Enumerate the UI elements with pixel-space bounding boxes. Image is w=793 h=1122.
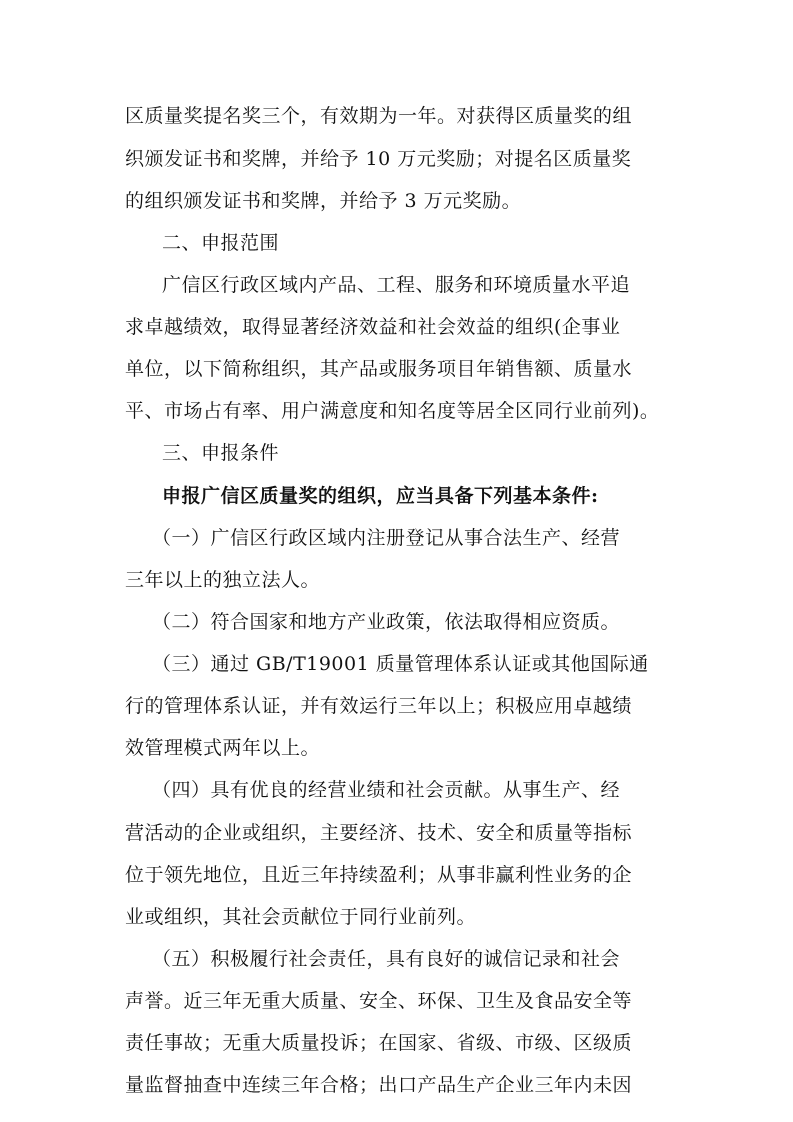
condition-item-4-cont: 业或组织，其社会贡献位于同行业前列。 [125,906,477,928]
condition-item-3-cont: 效管理模式两年以上。 [125,737,321,759]
condition-item-1: （一）广信区行政区域内注册登记从事合法生产、经营 [152,527,621,549]
condition-item-4-cont: 营活动的企业或组织，主要经济、技术、安全和质量等指标 [125,822,633,844]
condition-item-4-cont: 位于领先地位，且近三年持续盈利；从事非赢利性业务的企 [125,864,633,886]
section-heading-conditions: 三、申报条件 [162,442,280,464]
paragraph-line: 求卓越绩效，取得显著经济效益和社会效益的组织(企事业 [125,316,621,338]
condition-item-1-cont: 三年以上的独立法人。 [125,569,321,591]
paragraph-line: 的组织颁发证书和奖牌，并给予 3 万元奖励。 [125,190,522,212]
condition-item-2: （二）符合国家和地方产业政策，依法取得相应资质。 [152,611,621,633]
condition-item-3-cont: 行的管理体系认证，并有效运行三年以上；积极应用卓越绩 [125,695,633,717]
condition-item-5: （五）积极履行社会责任，具有良好的诚信记录和社会 [152,948,621,970]
paragraph-line: 区质量奖提名奖三个，有效期为一年。对获得区质量奖的组 [125,105,633,127]
paragraph-line: 单位，以下简称组织，其产品或服务项目年销售额、质量水 [125,358,633,380]
paragraph-line: 广信区行政区域内产品、工程、服务和环境质量水平追 [162,274,631,296]
condition-item-5-cont: 量监督抽查中连续三年合格；出口产品生产企业三年内未因 [125,1074,633,1096]
condition-item-4: （四）具有优良的经营业绩和社会贡献。从事生产、经 [152,779,621,801]
paragraph-line: 织颁发证书和奖牌，并给予 10 万元奖励；对提名区质量奖 [125,148,632,170]
section-heading-scope: 二、申报范围 [162,232,280,254]
condition-item-5-cont: 声誉。近三年无重大质量、安全、环保、卫生及食品安全等 [125,990,633,1012]
condition-item-3: （三）通过 GB/T19001 质量管理体系认证或其他国际通 [152,653,649,675]
condition-item-5-cont: 责任事故；无重大质量投诉；在国家、省级、市级、区级质 [125,1032,633,1054]
paragraph-line: 平、市场占有率、用户满意度和知名度等居全区同行业前列)。 [125,400,660,422]
conditions-intro: 申报广信区质量奖的组织，应当具备下列基本条件: [162,485,599,507]
